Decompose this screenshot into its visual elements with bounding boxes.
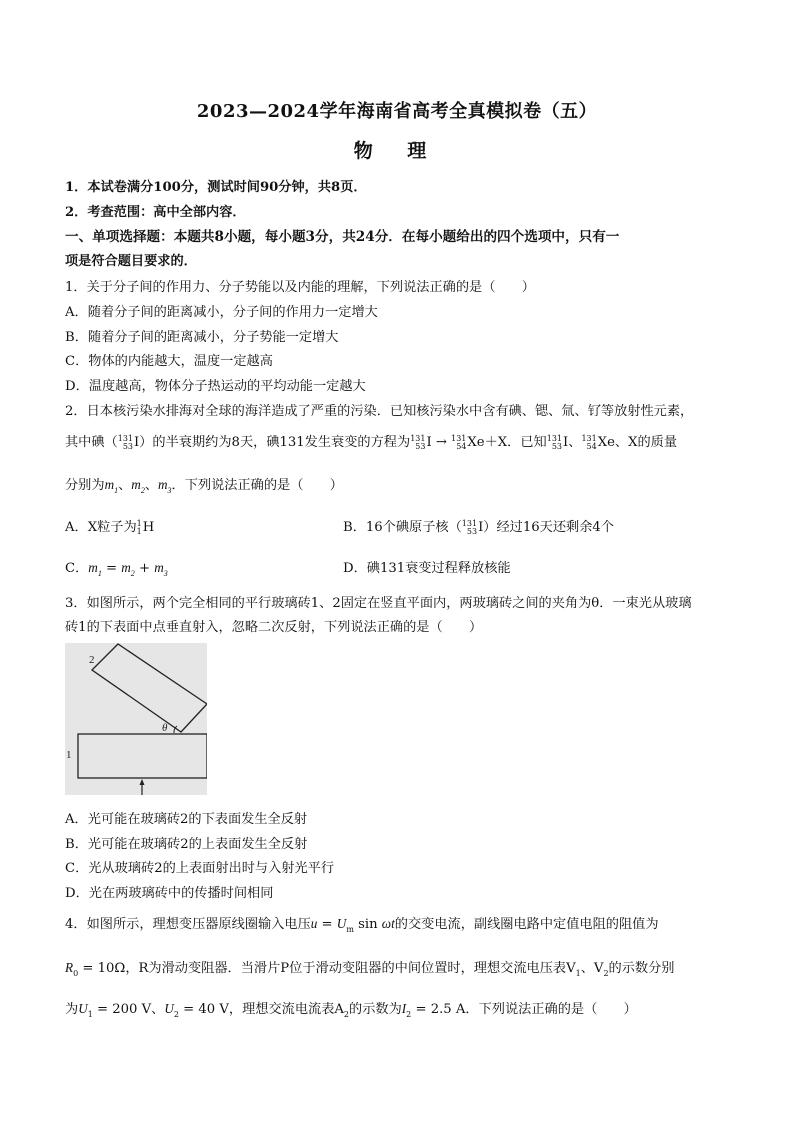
isotope-i131: 131 53 <box>117 433 134 451</box>
label-brick-1: 1 <box>66 749 72 761</box>
q2-line3-a: 分别为 <box>65 478 105 493</box>
q4-line2: $R_0 = 10\Omega$，R为滑动变阻器．当滑片P位于滑动变阻器的中间位置时，理想交流电压表$V_1$、$V_2$的示数分别 <box>65 960 675 978</box>
q4-line1: 4．如图所示，理想变压器原线圈输入电压$u = U_m$ sin ωt的交变电流，副线圈电路中定值电阻的阻值为 <box>65 916 659 934</box>
q3-option-a: A．光可能在玻璃砖2的下表面发生全反射 <box>65 812 308 827</box>
isotope-h1: 1 1 <box>136 518 142 536</box>
q2-line3: 分别为$m_1$、$m_2$、$m_3$．下列说法正确的是（ ） <box>65 477 343 495</box>
voltage-formula: u <box>310 916 318 931</box>
q2-line2-b: I）的半衰期约为8天，碘131发生衰变的方程为 <box>134 435 411 450</box>
ray-arrow-icon <box>140 779 145 785</box>
glass-brick-1 <box>78 734 207 778</box>
q3-figure <box>65 643 207 795</box>
section-heading-line2: 项是符合题目要求的． <box>65 254 197 269</box>
mass-symbols: $m_1$ <box>104 477 119 495</box>
q2-line2 <box>65 431 677 451</box>
resistor-r0: R <box>65 960 74 975</box>
q2-option-d: D．碘131衰变过程释放核能 <box>343 561 511 576</box>
q2-line2-f: Xe、X的质量 <box>597 435 678 450</box>
q1-option-b: B．随着分子间的距离减小，分子势能一定增大 <box>65 330 339 345</box>
section-heading-line1: 一、单项选择题：本题共8小题，每小题3分，共24分．在每小题给出的四个选项中，只有一 <box>65 229 620 245</box>
q3-option-b: B．光可能在玻璃砖2的上表面发生全反射 <box>65 837 308 852</box>
q4-line3: 为$U_1 = 200$ V、$U_2 = 40$ V，理想交流电流表$A_2$的示数为$I_2 = 2.5$ A．下列说法正确的是（ ） <box>65 1001 637 1019</box>
isotope-i131-b: 131 53 <box>546 433 563 451</box>
isotope-xe131-eq: 131 54 <box>451 433 467 451</box>
q2-line1: 2．日本核污染水排海对全球的海洋造成了严重的污染．已知核污染水中含有碘、锶、氚、钌等放射性元素， <box>65 404 694 419</box>
q2-option-a: A．X粒子为 1 1 H <box>65 518 155 536</box>
isotope-i131-c: 131 53 <box>461 518 478 536</box>
q1-stem: 1．关于分子间的作用力、分子势能以及内能的理解，下列说法正确的是（ ） <box>65 280 535 295</box>
glass-brick-2 <box>92 644 207 732</box>
note-2: 2．考查范围：高中全部内容． <box>65 205 246 220</box>
q3-option-c: C．光从玻璃砖2的上表面射出时与入射光平行 <box>65 861 335 876</box>
q2-option-b: B．16个碘原子核（ 131 53 I）经过16天还剩余4个 <box>343 518 614 536</box>
q2-line3-b: ．下列说法正确的是（ ） <box>171 478 343 493</box>
q3-option-d: D．光在两玻璃砖中的传播时间相同 <box>65 886 274 901</box>
q3-line2: 砖1的下表面中点垂直射入，忽略二次反射，下列说法正确的是（ ） <box>65 620 483 635</box>
exam-title: 2023—2024学年海南省高考全真模拟卷（五） <box>196 101 598 122</box>
label-brick-2: 2 <box>89 654 95 666</box>
q2-line2-d: Xe＋X．已知 <box>467 435 547 450</box>
q1-option-d: D．温度越高，物体分子热运动的平均动能一定越大 <box>65 379 366 394</box>
q1-option-c: C．物体的内能越大，温度一定越高 <box>65 354 273 369</box>
note-1: 1．本试卷满分100分，测试时间90分钟，共8页． <box>65 180 367 195</box>
q2-option-c: C．$m_1 = m_2 + m_3$ <box>65 560 168 578</box>
label-theta: θ <box>162 722 168 734</box>
isotope-xe131-b: 131 54 <box>581 433 597 451</box>
isotope-i131-eq: 131 53 <box>410 433 426 451</box>
subject-title: 物 理 <box>353 140 441 162</box>
q2-line2-c: I → <box>426 435 452 450</box>
q1-option-a: A．随着分子间的距离减小，分子间的作用力一定增大 <box>65 305 378 320</box>
glass-bricks-diagram <box>65 643 207 795</box>
q3-line1: 3．如图所示，两个完全相同的平行玻璃砖1、2固定在竖直平面内，两玻璃砖之间的夹角为θ．一束光从玻璃 <box>65 596 692 611</box>
q2-line2-e: I、 <box>563 435 582 450</box>
q2-line2-a: 其中碘（ <box>65 435 118 450</box>
